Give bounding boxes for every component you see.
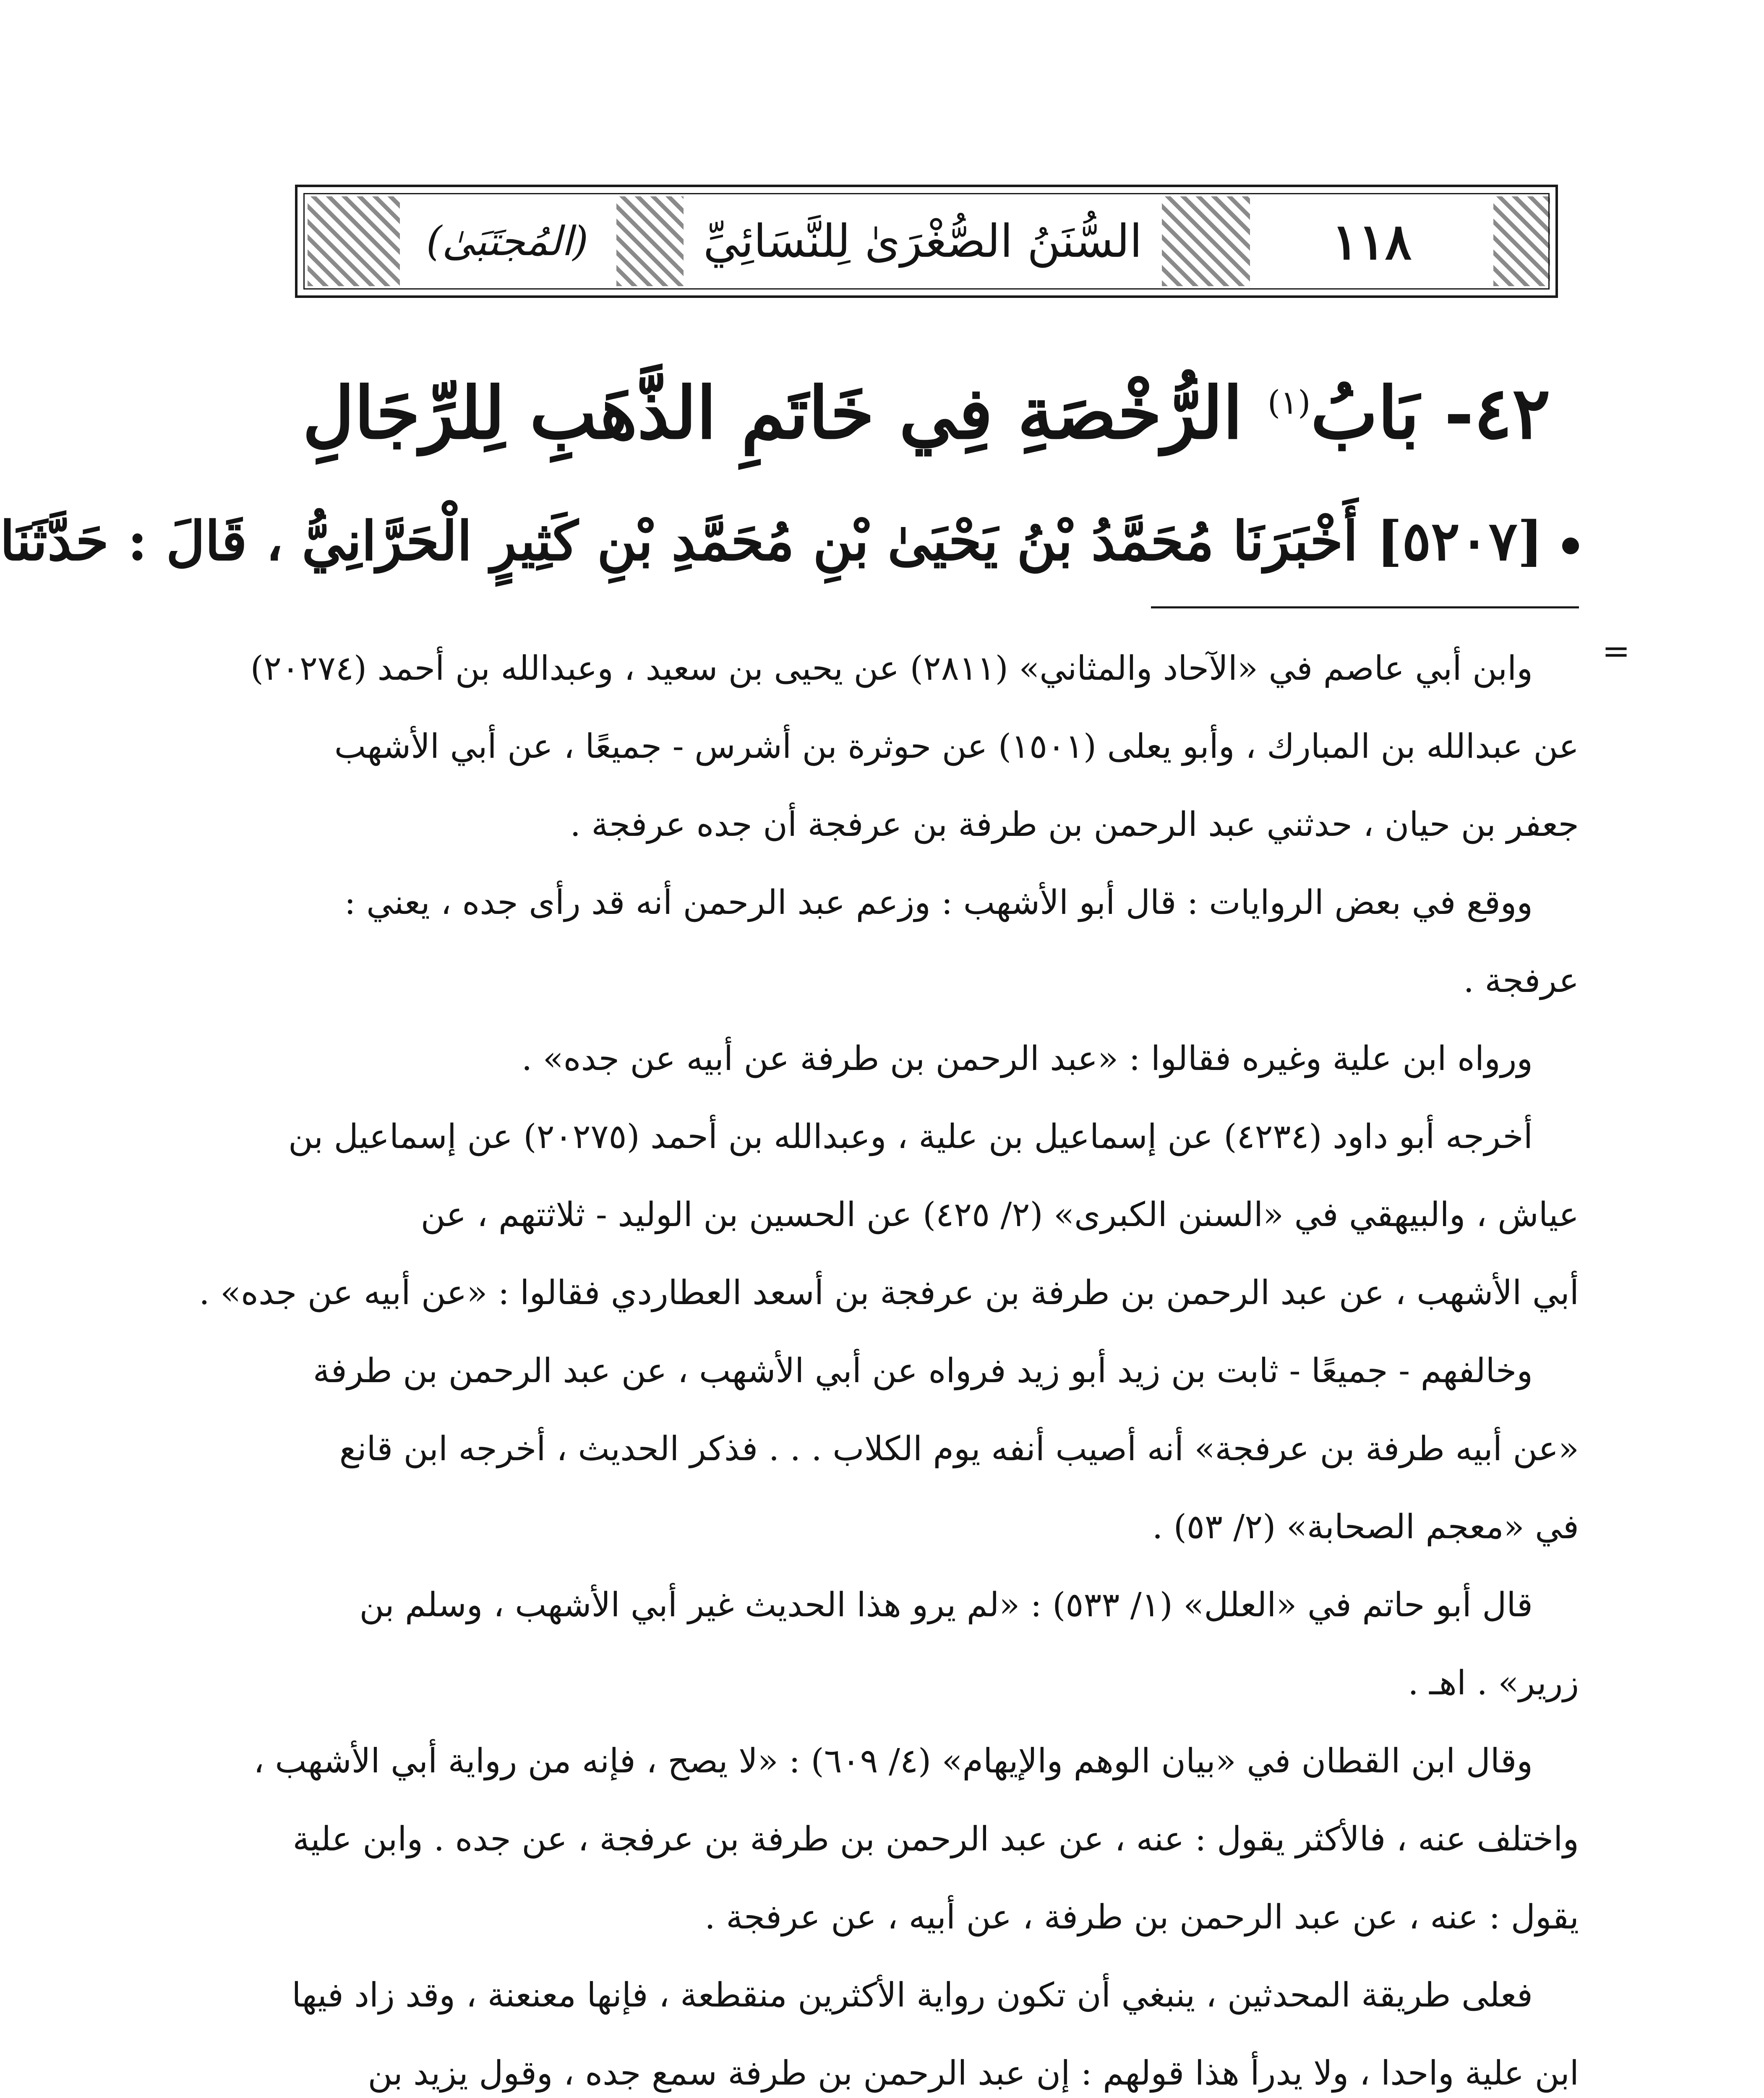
hadith-text: أَخْبَرَنَا مُحَمَّدُ بْنُ يَحْيَىٰ بْنِ مُحَمَّدِ بْنِ كَثِيرٍ الْحَرَّانِيُّ ، قَالَ : حَدَّثَنَا: [0, 510, 1358, 573]
footnote-line: يقول : عنه ، عن عبد الرحمن بن طرفة ، عن أبيه ، عن عرفجة .: [705, 1897, 1579, 1936]
footnote-line: «عن أبيه طرفة بن عرفجة» أنه أصيب أنفه يوم الكلاب . . . فذكر الحديث ، أخرجه ابن قانع: [339, 1429, 1579, 1468]
footnote-line: فعلى طريقة المحدثين ، ينبغي أن تكون رواية الأكثرين منقطعة ، فإنها معنعنة ، وقد زاد فيها: [292, 1975, 1533, 2014]
header-ornament: [1493, 196, 1550, 286]
footnote-reference: (١): [1267, 384, 1311, 422]
footnote-line: عياش ، والبيهقي في «السنن الكبرى» (٢/ ٤٢٥) عن الحسين بن الوليد - ثلاثتهم ، عن: [420, 1195, 1579, 1234]
book-title: السُّنَنُ الصُّغْرَىٰ لِلنَّسَائِيِّ: [688, 196, 1158, 286]
footnote-line: زرير» . اهـ .: [1408, 1663, 1579, 1702]
header-ornament: [1162, 196, 1250, 286]
header-ornament: [616, 196, 684, 286]
bullet-icon: [1562, 538, 1579, 554]
footnote-separator: [1151, 606, 1579, 608]
footnote-line: وقال ابن القطان في «بيان الوهم والإيهام» (٤/ ٦٠٩) : «لا يصح ، فإنه من رواية أبي الأشهب ،: [253, 1741, 1533, 1780]
page-header-frame: [295, 185, 1558, 298]
footnote-line: ورواه ابن علية وغيره فقالوا : «عبد الرحمن بن طرفة عن أبيه عن جده» .: [521, 1039, 1533, 1078]
footnote-line: ابن علية واحدا ، ولا يدرأ هذا قولهم : إن عبد الرحمن بن طرفة سمع جده ، وقول يزيد بن: [368, 2054, 1579, 2093]
chapter-heading: [295, 348, 1558, 468]
footnote-line: عرفجة .: [1463, 961, 1579, 1000]
footnote-line: أبي الأشهب ، عن عبد الرحمن بن طرفة بن عرفجة بن أسعد العطاردي فقالوا : «عن أبيه عن جده» .: [199, 1273, 1579, 1312]
footnote-line: واختلف عنه ، فالأكثر يقول : عنه ، عن عبد الرحمن بن طرفة بن عرفجة ، عن جده . وابن علية: [292, 1819, 1579, 1858]
continuation-mark: =: [1602, 631, 1631, 671]
footnote-line: وابن أبي عاصم في «الآحاد والمثاني» (٢٨١١) عن يحيى بن سعيد ، وعبدالله بن أحمد (٢٠٢٧٤): [250, 649, 1533, 688]
header-ornament: [308, 196, 400, 286]
footnote-line: أخرجه أبو داود (٤٢٣٤) عن إسماعيل بن علية ، وعبدالله بن أحمد (٢٠٢٧٥) عن إسماعيل بن: [288, 1117, 1533, 1156]
hadith-number: [٥٢٠٧]: [1376, 510, 1543, 573]
footnotes: [199, 629, 1579, 2098]
hadith-line: [0, 497, 1579, 585]
footnote-line: قال أبو حاتم في «العلل» (١/ ٥٣٣) : «لم يرو هذا الحديث غير أبي الأشهب ، وسلم بن: [359, 1585, 1533, 1624]
footnote-line: عن عبدالله بن المبارك ، وأبو يعلى (١٥٠١) عن حوثرة بن أشرس - جميعًا ، عن أبي الأشهب: [334, 727, 1579, 766]
footnote-line: في «معجم الصحابة» (٢/ ٥٣) .: [1152, 1507, 1579, 1546]
page-number: ١١٨: [1258, 196, 1485, 286]
series-title: (المُجتَبَىٰ): [402, 196, 612, 286]
chapter-number: ٤٢- بَابُ: [1310, 371, 1551, 455]
footnote-line: ووقع في بعض الروايات : قال أبو الأشهب : وزعم عبد الرحمن أنه قد رأى جده ، يعني :: [344, 883, 1533, 922]
footnote-line: وخالفهم - جميعًا - ثابت بن زيد أبو زيد فرواه عن أبي الأشهب ، عن عبد الرحمن بن طرفة: [313, 1351, 1533, 1390]
footnote-line: جعفر بن حيان ، حدثني عبد الرحمن بن طرفة بن عرفجة أن جده عرفجة .: [570, 805, 1579, 844]
chapter-title: الرُّخْصَةِ فِي خَاتَمِ الذَّهَبِ لِلرِّجَالِ: [302, 371, 1243, 455]
